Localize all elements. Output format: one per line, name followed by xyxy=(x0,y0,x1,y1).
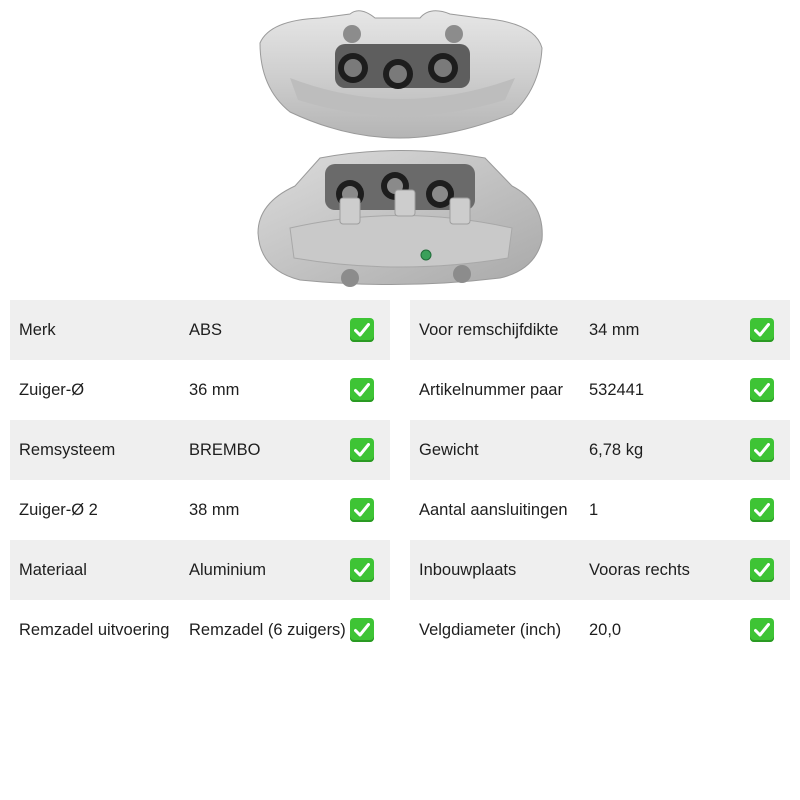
spec-row xyxy=(10,600,390,660)
spec-value: BREMBO xyxy=(189,440,261,459)
spec-row xyxy=(410,420,790,480)
spec-value: Remzadel (6 zuigers) xyxy=(189,620,346,639)
spec-value: 6,78 kg xyxy=(589,440,644,459)
spec-table-left xyxy=(10,300,390,660)
spec-label: Remzadel uitvoering xyxy=(19,620,170,639)
check-mark-icon xyxy=(350,498,374,522)
check-mark-icon xyxy=(750,378,774,402)
spec-row xyxy=(10,360,390,420)
check-mark-icon xyxy=(750,498,774,522)
check-mark-icon xyxy=(750,618,774,642)
check-mark-icon xyxy=(350,618,374,642)
spec-label: Aantal aansluitingen xyxy=(419,500,568,519)
spec-label: Materiaal xyxy=(19,560,87,579)
spec-label: Artikelnummer paar xyxy=(419,380,563,399)
spec-value: 36 mm xyxy=(189,380,240,399)
spec-value: Vooras rechts xyxy=(589,560,690,579)
spec-row xyxy=(410,540,790,600)
check-mark-icon xyxy=(350,438,374,462)
caliper-bottom xyxy=(258,151,542,288)
spec-table-right xyxy=(410,300,790,660)
spec-value: 1 xyxy=(589,500,599,519)
spec-label: Inbouwplaats xyxy=(419,560,517,579)
spec-row xyxy=(410,600,790,660)
spec-row xyxy=(10,300,390,360)
spec-value: 532441 xyxy=(589,380,645,399)
spec-label: Zuiger-Ø xyxy=(19,380,85,399)
spec-value: 34 mm xyxy=(589,320,640,339)
spec-label: Velgdiameter (inch) xyxy=(419,620,562,639)
check-mark-icon xyxy=(350,558,374,582)
spec-row xyxy=(410,300,790,360)
spec-label: Merk xyxy=(19,320,56,339)
spec-value: 38 mm xyxy=(189,500,240,519)
check-mark-icon xyxy=(750,558,774,582)
spec-label: Zuiger-Ø 2 xyxy=(19,500,98,519)
spec-row xyxy=(10,420,390,480)
spec-value: ABS xyxy=(189,320,223,339)
spec-row xyxy=(10,540,390,600)
check-mark-icon xyxy=(750,318,774,342)
spec-row xyxy=(10,480,390,540)
check-mark-icon xyxy=(350,318,374,342)
spec-row xyxy=(410,480,790,540)
caliper-top xyxy=(260,11,542,138)
spec-label: Voor remschijfdikte xyxy=(419,320,559,339)
spec-label: Remsysteem xyxy=(19,440,116,459)
spec-value: Aluminium xyxy=(189,560,267,579)
spec-label: Gewicht xyxy=(419,440,479,459)
product-image-brake-calipers xyxy=(250,8,550,290)
spec-row xyxy=(410,360,790,420)
spec-value: 20,0 xyxy=(589,620,622,639)
check-mark-icon xyxy=(750,438,774,462)
check-mark-icon xyxy=(350,378,374,402)
